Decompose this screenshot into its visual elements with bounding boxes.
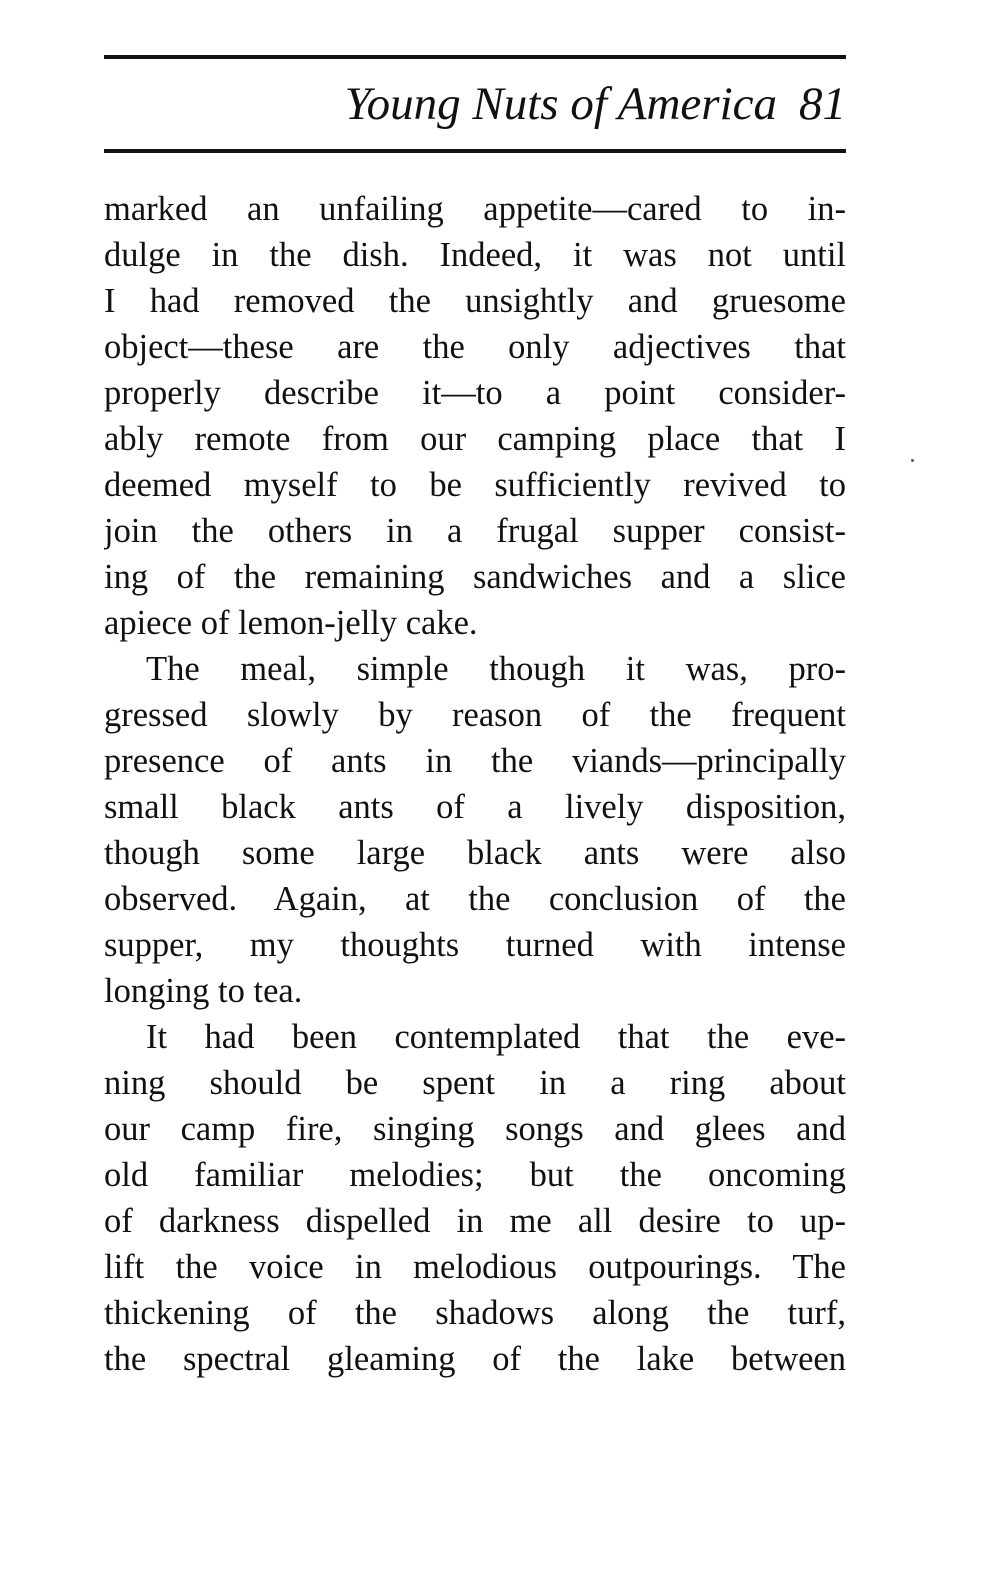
paragraph (104, 186, 846, 646)
paragraph (104, 1014, 846, 1382)
header-rule-bottom (104, 149, 846, 153)
text-line: thickening of the shadows along the turf, (104, 1294, 846, 1332)
text-line: lift the voice in melodious outpourings. The (104, 1248, 846, 1286)
text-line: deemed myself to be sufficiently revived to (104, 466, 846, 504)
header-rule-top (104, 55, 846, 59)
scan-speck (911, 459, 914, 462)
text-line: small black ants of a lively disposition, (104, 788, 846, 826)
text-line: apiece of lemon-jelly cake. (104, 604, 478, 642)
body-text (104, 186, 846, 1382)
text-line: our camp fire, singing songs and glees and (104, 1110, 846, 1148)
page-title: Young Nuts of America (344, 78, 777, 130)
text-line: observed. Again, at the conclusion of the (104, 880, 846, 918)
text-line: the spectral gleaming of the lake between (104, 1340, 846, 1378)
page-number: 81 (799, 78, 846, 130)
text-line: gressed slowly by reason of the frequent (104, 696, 846, 734)
text-line: though some large black ants were also (104, 834, 846, 872)
text-line: It had been contemplated that the eve- (146, 1018, 846, 1056)
text-line: ably remote from our camping place that I (104, 420, 846, 458)
text-line: marked an unfailing appetite—cared to in- (104, 190, 846, 228)
paragraph (104, 646, 846, 1014)
text-line: ing of the remaining sandwiches and a slice (104, 558, 846, 596)
running-head (104, 72, 846, 136)
text-line: properly describe it—to a point consider- (104, 374, 846, 412)
text-line: join the others in a frugal supper consist- (104, 512, 846, 550)
text-line: object—these are the only adjectives that (104, 328, 846, 366)
text-line: of darkness dispelled in me all desire to up- (104, 1202, 846, 1240)
text-line: ning should be spent in a ring about (104, 1064, 846, 1102)
text-line: The meal, simple though it was, pro- (146, 650, 846, 688)
text-line: supper, my thoughts turned with intense (104, 926, 846, 964)
text-line: dulge in the dish. Indeed, it was not until (104, 236, 846, 274)
text-line: old familiar melodies; but the oncoming (104, 1156, 846, 1194)
text-line: presence of ants in the viands—principally (104, 742, 846, 780)
text-line: longing to tea. (104, 972, 303, 1010)
text-line: I had removed the unsightly and gruesome (104, 282, 846, 320)
